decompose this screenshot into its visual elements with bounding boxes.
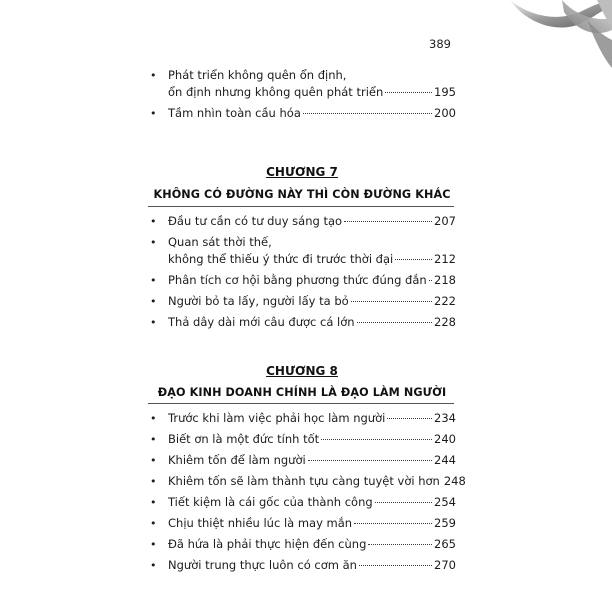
dot-leader xyxy=(354,523,432,524)
dot-leader xyxy=(344,221,432,222)
toc-entry-page: 248 xyxy=(443,474,466,488)
dot-leader xyxy=(375,502,432,503)
toc-entry-page: 228 xyxy=(434,315,456,329)
toc-entry-text: • Đã hứa là phải thực hiện đến cùng xyxy=(168,537,367,551)
toc-entry[interactable] xyxy=(148,536,456,553)
dot-leader xyxy=(357,322,432,323)
toc-entry-page: 212 xyxy=(434,252,456,266)
dot-leader xyxy=(385,92,432,93)
toc-entry-text: • Khiêm tốn sẽ làm thành tựu càng tuyệt vời hơn xyxy=(168,474,440,488)
dot-leader xyxy=(351,301,432,302)
toc-entry[interactable] xyxy=(148,314,456,331)
toc-entry-text: ổn định nhưng không quên phát triển xyxy=(168,85,384,99)
toc-entry-page: 200 xyxy=(434,106,456,120)
toc-entry-text: • Trước khi làm việc phải học làm người xyxy=(168,411,386,425)
toc-entry[interactable] xyxy=(148,431,456,448)
toc-entry[interactable] xyxy=(148,473,466,490)
intro-entry-list xyxy=(148,67,456,122)
dot-leader xyxy=(368,544,432,545)
toc-entry-page: 240 xyxy=(434,432,456,446)
toc-entry-text: • Người bỏ ta lấy, người lấy ta bỏ xyxy=(168,294,349,308)
toc-entry[interactable] xyxy=(148,213,456,230)
toc-entry[interactable] xyxy=(148,272,456,289)
toc-entry-text: • Phát triển không quên ổn định, xyxy=(168,68,347,82)
chapter-8-divider xyxy=(148,403,454,404)
chapter-8-title: CHƯƠNG 8 xyxy=(266,364,338,378)
toc-entry-page: 195 xyxy=(434,85,456,99)
toc-entry[interactable] xyxy=(148,494,456,511)
toc-entry[interactable] xyxy=(148,557,456,574)
chapter-8-entry-list xyxy=(148,410,466,574)
toc-entry-text: • Biết ơn là một đức tính tốt xyxy=(168,432,320,446)
dot-leader xyxy=(359,565,432,566)
toc-entry[interactable] xyxy=(148,515,456,532)
chapter-7-divider xyxy=(148,206,454,207)
toc-entry[interactable] xyxy=(148,67,456,101)
dot-leader xyxy=(395,259,432,260)
toc-entry-page: 270 xyxy=(434,558,456,572)
toc-entry[interactable] xyxy=(148,293,456,310)
dot-leader xyxy=(321,439,432,440)
toc-entry-page: 265 xyxy=(434,537,456,551)
toc-entry-text: không thể thiếu ý thức đi trước thời đại xyxy=(168,252,394,266)
toc-entry-page: 218 xyxy=(434,273,456,287)
toc-entry[interactable] xyxy=(148,105,456,122)
toc-entry-text: • Thả dây dài mới câu được cá lớn xyxy=(168,315,355,329)
toc-entry-page: 234 xyxy=(434,411,456,425)
page-number: 389 xyxy=(429,37,451,51)
toc-entry-text: • Quan sát thời thế, xyxy=(168,235,272,249)
dot-leader xyxy=(387,418,432,419)
toc-entry-text: • Đầu tư cần có tư duy sáng tạo xyxy=(168,214,343,228)
toc-entry-text: • Khiêm tốn để làm người xyxy=(168,453,306,467)
dot-leader xyxy=(303,113,432,114)
toc-entry-text: • Tiết kiệm là cái gốc của thành công xyxy=(168,495,373,509)
toc-entry-text: • Tầm nhìn toàn cầu hóa xyxy=(168,106,301,120)
dot-leader xyxy=(429,280,432,281)
toc-entry-text: • Phân tích cơ hội bằng phương thức đúng đắn xyxy=(168,273,427,287)
swirl-ornament-icon xyxy=(502,0,612,70)
chapter-8-heading: ĐẠO KINH DOANH CHÍNH LÀ ĐẠO LÀM NGƯỜI xyxy=(157,386,447,399)
chapter-7-entry-list xyxy=(148,213,456,331)
toc-entry-text: • Chịu thiệt nhiều lúc là may mắn xyxy=(168,516,353,530)
chapter-7-heading: KHÔNG CÓ ĐƯỜNG NÀY THÌ CÒN ĐƯỜNG KHÁC xyxy=(153,188,451,201)
dot-leader xyxy=(308,460,432,461)
toc-entry-page: 207 xyxy=(434,214,456,228)
toc-entry-page: 254 xyxy=(434,495,456,509)
toc-entry-page: 222 xyxy=(434,294,456,308)
toc-entry-page: 259 xyxy=(434,516,456,530)
toc-entry-page: 244 xyxy=(434,453,456,467)
toc-entry[interactable] xyxy=(148,234,456,268)
toc-entry[interactable] xyxy=(148,410,456,427)
toc-entry[interactable] xyxy=(148,452,456,469)
chapter-7-title: CHƯƠNG 7 xyxy=(266,165,338,179)
toc-entry-text: • Người trung thực luôn có cơm ăn xyxy=(168,558,357,572)
